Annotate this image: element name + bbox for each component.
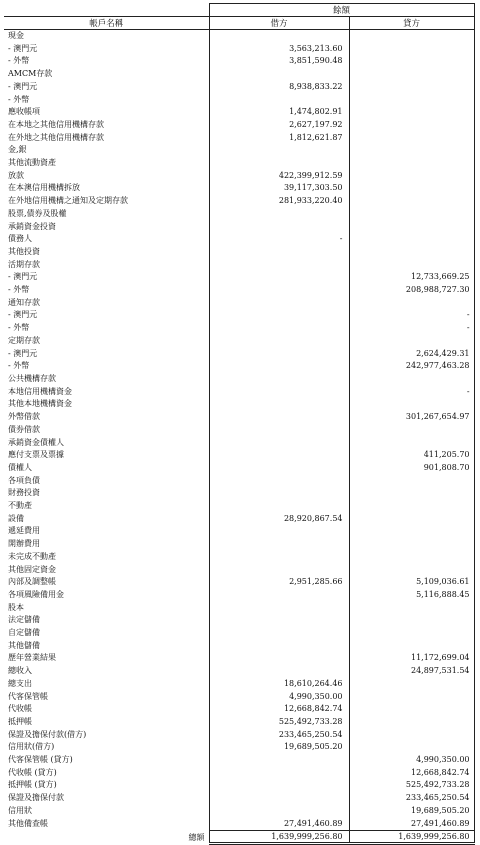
credit-cell xyxy=(349,424,474,437)
table-row xyxy=(4,233,474,246)
table-row xyxy=(4,386,474,399)
table-row xyxy=(4,94,474,107)
debit-cell xyxy=(209,475,349,488)
account-name-cell: 開辦費用 xyxy=(8,539,40,549)
table-row xyxy=(4,309,474,322)
debit-cell xyxy=(209,767,349,780)
table-row xyxy=(4,818,474,831)
credit-cell: 301,267,654.97 xyxy=(349,411,474,424)
debit-cell xyxy=(209,309,349,322)
debit-cell xyxy=(209,424,349,437)
account-name-cell: 財務投資 xyxy=(8,488,40,498)
credit-cell xyxy=(349,208,474,221)
credit-cell xyxy=(349,297,474,310)
account-name-cell: 股票,債券及股權 xyxy=(8,208,67,218)
balance-group-header: 餘額 xyxy=(209,4,474,17)
account-name-cell: - 外幣 xyxy=(8,285,30,295)
debit-cell: 12,668,842.74 xyxy=(209,703,349,716)
account-name-header: 帳戶名稱 xyxy=(4,17,209,30)
debit-header: 借方 xyxy=(209,17,349,30)
account-name-cell: 各項負債 xyxy=(8,475,40,485)
table-row xyxy=(4,246,474,259)
credit-cell xyxy=(349,538,474,551)
account-name-cell: 在外地信用機構之通知及定期存款 xyxy=(8,196,128,206)
credit-cell: 411,205.70 xyxy=(349,449,474,462)
account-name-cell: 承銷資金債權人 xyxy=(8,437,64,447)
debit-cell xyxy=(209,348,349,361)
credit-cell: 12,668,842.74 xyxy=(349,767,474,780)
trial-balance-table xyxy=(4,3,475,845)
header-blank-cell xyxy=(4,4,209,17)
debit-cell: 233,465,250.54 xyxy=(209,729,349,742)
table-row xyxy=(4,754,474,767)
account-name-cell: 抵押帳 xyxy=(8,716,32,726)
credit-cell xyxy=(349,703,474,716)
credit-cell: 4,990,350.00 xyxy=(349,754,474,767)
credit-cell: 242,977,463.28 xyxy=(349,360,474,373)
credit-cell: - xyxy=(349,386,474,399)
debit-cell xyxy=(209,259,349,272)
table-row xyxy=(4,424,474,437)
account-rows xyxy=(4,30,474,844)
credit-cell xyxy=(349,513,474,526)
debit-cell xyxy=(209,94,349,107)
account-name-cell: 法定儲備 xyxy=(8,615,40,625)
credit-cell xyxy=(349,182,474,195)
table-row xyxy=(4,767,474,780)
debit-cell xyxy=(209,284,349,297)
header-sub-row xyxy=(4,17,474,30)
account-name-cell: 歷年營業結果 xyxy=(8,653,56,663)
table-row xyxy=(4,640,474,653)
debit-cell xyxy=(209,564,349,577)
table-row xyxy=(4,360,474,373)
credit-cell xyxy=(349,132,474,145)
credit-cell xyxy=(349,741,474,754)
credit-cell xyxy=(349,640,474,653)
account-name-cell: 保證及擔保付款 xyxy=(8,793,64,803)
table-row xyxy=(4,322,474,335)
table-row xyxy=(4,589,474,602)
credit-cell xyxy=(349,564,474,577)
account-name-cell: 總支出 xyxy=(8,678,32,688)
account-name-cell: AMCM存款 xyxy=(8,69,53,79)
credit-cell xyxy=(349,525,474,538)
debit-cell xyxy=(209,398,349,411)
account-name-cell: - 澳門元 xyxy=(8,310,38,320)
debit-cell: 422,399,912.59 xyxy=(209,170,349,183)
account-name-cell: 遞延費用 xyxy=(8,526,40,536)
total-row xyxy=(4,831,474,844)
debit-cell xyxy=(209,754,349,767)
credit-cell xyxy=(349,259,474,272)
table-row xyxy=(4,170,474,183)
account-name-cell: 其他固定資金 xyxy=(8,564,56,574)
account-name-cell: 債券借款 xyxy=(8,424,40,434)
account-name-cell: 通知存款 xyxy=(8,297,40,307)
table-row xyxy=(4,551,474,564)
table-row xyxy=(4,55,474,68)
account-name-cell: 外幣借款 xyxy=(8,412,40,422)
debit-cell xyxy=(209,144,349,157)
debit-cell xyxy=(209,538,349,551)
account-name-cell: 信用狀 xyxy=(8,805,32,815)
debit-cell xyxy=(209,779,349,792)
table-row xyxy=(4,68,474,81)
debit-cell: 27,491,460.89 xyxy=(209,818,349,831)
debit-cell xyxy=(209,500,349,513)
table-row xyxy=(4,208,474,221)
table-row xyxy=(4,462,474,475)
table-row xyxy=(4,144,474,157)
credit-cell xyxy=(349,627,474,640)
account-name-cell: - 澳門元 xyxy=(8,272,38,282)
credit-cell: 11,172,699.04 xyxy=(349,652,474,665)
debit-cell xyxy=(209,525,349,538)
account-name-cell: 各項風險備用金 xyxy=(8,589,64,599)
credit-cell xyxy=(349,246,474,259)
table-row xyxy=(4,500,474,513)
table-row xyxy=(4,691,474,704)
debit-cell xyxy=(209,386,349,399)
account-name-cell: 在本地之其他信用機構存款 xyxy=(8,119,104,129)
table-row xyxy=(4,602,474,615)
table-row xyxy=(4,43,474,56)
credit-cell xyxy=(349,691,474,704)
table-row xyxy=(4,779,474,792)
debit-cell: 18,610,264.46 xyxy=(209,678,349,691)
account-name-cell: 信用狀(借方) xyxy=(8,742,55,752)
table-row xyxy=(4,741,474,754)
credit-cell xyxy=(349,30,474,43)
credit-cell: 525,492,733.28 xyxy=(349,779,474,792)
credit-cell xyxy=(349,43,474,56)
debit-cell: 4,990,350.00 xyxy=(209,691,349,704)
table-row xyxy=(4,729,474,742)
debit-cell: 525,492,733.28 xyxy=(209,716,349,729)
table-row xyxy=(4,157,474,170)
table-row xyxy=(4,119,474,132)
account-name-cell: - 外幣 xyxy=(8,361,30,371)
debit-cell: 8,938,833.22 xyxy=(209,81,349,94)
table-row xyxy=(4,271,474,284)
account-name-cell: 代客保管帳 xyxy=(8,691,48,701)
total-credit: 1,639,999,256.80 xyxy=(349,831,474,844)
account-name-cell: - 外幣 xyxy=(8,94,30,104)
debit-cell xyxy=(209,360,349,373)
account-name-cell: 承銷資金投資 xyxy=(8,221,56,231)
account-name-cell: 不動產 xyxy=(8,501,32,511)
account-name-cell: 其他流動資產 xyxy=(8,158,56,168)
credit-cell xyxy=(349,614,474,627)
debit-cell xyxy=(209,449,349,462)
debit-cell xyxy=(209,271,349,284)
table-row xyxy=(4,513,474,526)
table-row xyxy=(4,106,474,119)
table-row xyxy=(4,449,474,462)
table-row xyxy=(4,284,474,297)
table-row xyxy=(4,805,474,818)
table-row xyxy=(4,564,474,577)
credit-cell xyxy=(349,94,474,107)
credit-cell xyxy=(349,602,474,615)
table-row xyxy=(4,538,474,551)
account-name-cell: - 澳門元 xyxy=(8,348,38,358)
debit-cell xyxy=(209,805,349,818)
account-name-cell: 本地信用機構資金 xyxy=(8,386,72,396)
debit-cell xyxy=(209,627,349,640)
table-row xyxy=(4,627,474,640)
debit-cell: 3,563,213.60 xyxy=(209,43,349,56)
account-name-cell: 代收帳 xyxy=(8,704,32,714)
table-row xyxy=(4,576,474,589)
credit-cell xyxy=(349,678,474,691)
table-row xyxy=(4,678,474,691)
credit-cell: 5,116,888.45 xyxy=(349,589,474,602)
account-name-cell: 放款 xyxy=(8,170,24,180)
credit-cell: 27,491,460.89 xyxy=(349,818,474,831)
credit-cell xyxy=(349,106,474,119)
credit-cell xyxy=(349,500,474,513)
credit-cell xyxy=(349,716,474,729)
table-row xyxy=(4,411,474,424)
debit-cell xyxy=(209,322,349,335)
debit-cell xyxy=(209,335,349,348)
debit-cell: - xyxy=(209,233,349,246)
account-name-cell: 債權人 xyxy=(8,462,32,472)
credit-header: 貸方 xyxy=(349,17,474,30)
account-name-cell: 現金 xyxy=(8,31,24,40)
debit-cell: 1,812,621.87 xyxy=(209,132,349,145)
account-name-cell: - 外幣 xyxy=(8,323,30,333)
debit-cell: 1,474,802.91 xyxy=(209,106,349,119)
debit-cell xyxy=(209,208,349,221)
table-row xyxy=(4,792,474,805)
debit-cell xyxy=(209,589,349,602)
table-row xyxy=(4,437,474,450)
account-name-cell: 股本 xyxy=(8,602,24,612)
credit-cell xyxy=(349,195,474,208)
debit-cell xyxy=(209,221,349,234)
trial-balance-sheet xyxy=(4,3,474,845)
account-name-cell: 活期存款 xyxy=(8,259,40,269)
credit-cell: 208,988,727.30 xyxy=(349,284,474,297)
account-name-cell: 抵押帳 (貸方) xyxy=(8,780,57,790)
debit-cell xyxy=(209,640,349,653)
credit-cell xyxy=(349,170,474,183)
credit-cell: 2,624,429.31 xyxy=(349,348,474,361)
account-name-cell: 其他投資 xyxy=(8,246,40,256)
credit-cell: 5,109,036.61 xyxy=(349,576,474,589)
account-name-cell: 代客保管帳 (貸方) xyxy=(8,755,73,765)
account-name-cell: 其他備查帳 xyxy=(8,818,48,828)
table-row xyxy=(4,182,474,195)
debit-cell: 19,689,505.20 xyxy=(209,741,349,754)
total-debit: 1,639,999,256.80 xyxy=(209,831,349,844)
debit-cell xyxy=(209,157,349,170)
credit-cell: 12,733,669.25 xyxy=(349,271,474,284)
debit-cell xyxy=(209,246,349,259)
credit-cell xyxy=(349,144,474,157)
credit-cell xyxy=(349,551,474,564)
credit-cell xyxy=(349,729,474,742)
table-row xyxy=(4,716,474,729)
account-name-cell: 內部及調整帳 xyxy=(8,577,56,587)
table-row xyxy=(4,221,474,234)
header-group-row xyxy=(4,4,474,17)
account-name-cell: 代收帳 (貸方) xyxy=(8,767,57,777)
table-row xyxy=(4,373,474,386)
credit-cell xyxy=(349,68,474,81)
credit-cell xyxy=(349,475,474,488)
table-row xyxy=(4,614,474,627)
credit-cell xyxy=(349,487,474,500)
account-name-cell: 金,銀 xyxy=(8,145,27,155)
account-name-cell: 其他本地機構資金 xyxy=(8,399,72,409)
table-row xyxy=(4,297,474,310)
credit-cell xyxy=(349,119,474,132)
table-row xyxy=(4,398,474,411)
debit-cell: 28,920,867.54 xyxy=(209,513,349,526)
credit-cell xyxy=(349,373,474,386)
table-row xyxy=(4,475,474,488)
total-label: 總額 xyxy=(188,832,205,842)
debit-cell xyxy=(209,437,349,450)
account-name-cell: 在外地之其他信用機構存款 xyxy=(8,132,104,142)
debit-cell xyxy=(209,652,349,665)
debit-cell xyxy=(209,373,349,386)
account-name-cell: 自定儲備 xyxy=(8,628,40,638)
credit-cell: 233,465,250.54 xyxy=(349,792,474,805)
debit-cell xyxy=(209,411,349,424)
credit-cell: 901,808.70 xyxy=(349,462,474,475)
debit-cell xyxy=(209,487,349,500)
table-row xyxy=(4,525,474,538)
debit-cell xyxy=(209,614,349,627)
account-name-cell: 保證及擔保付款(借方) xyxy=(8,729,87,739)
table-row xyxy=(4,703,474,716)
account-name-cell: 在本澳信用機構拆放 xyxy=(8,183,80,193)
table-row xyxy=(4,335,474,348)
debit-cell: 281,933,220.40 xyxy=(209,195,349,208)
debit-cell: 39,117,303.50 xyxy=(209,182,349,195)
credit-cell xyxy=(349,437,474,450)
account-name-cell: 總收入 xyxy=(8,666,32,676)
account-name-cell: 公共機構存款 xyxy=(8,373,56,383)
debit-cell xyxy=(209,68,349,81)
table-row xyxy=(4,665,474,678)
credit-cell xyxy=(349,233,474,246)
debit-cell: 3,851,590.48 xyxy=(209,55,349,68)
debit-cell xyxy=(209,792,349,805)
credit-cell: - xyxy=(349,322,474,335)
debit-cell xyxy=(209,665,349,678)
account-name-cell: 應收帳項 xyxy=(8,107,40,117)
table-row xyxy=(4,81,474,94)
debit-cell xyxy=(209,30,349,43)
debit-cell xyxy=(209,551,349,564)
credit-cell: 24,897,531.54 xyxy=(349,665,474,678)
account-name-cell: 設備 xyxy=(8,513,24,523)
table-row xyxy=(4,652,474,665)
debit-cell: 2,951,285.66 xyxy=(209,576,349,589)
account-name-cell: - 外幣 xyxy=(8,56,30,66)
credit-cell: 19,689,505.20 xyxy=(349,805,474,818)
debit-cell xyxy=(209,602,349,615)
credit-cell: - xyxy=(349,309,474,322)
debit-cell: 2,627,197.92 xyxy=(209,119,349,132)
credit-cell xyxy=(349,157,474,170)
account-name-cell: 應付支票及票據 xyxy=(8,450,64,460)
credit-cell xyxy=(349,335,474,348)
table-row xyxy=(4,132,474,145)
account-name-cell: 其他儲備 xyxy=(8,640,40,650)
account-name-cell: - 澳門元 xyxy=(8,43,38,53)
table-row xyxy=(4,348,474,361)
credit-cell xyxy=(349,55,474,68)
debit-cell xyxy=(209,462,349,475)
account-name-cell: 未完成不動產 xyxy=(8,551,56,561)
account-name-cell: 債務人 xyxy=(8,234,32,244)
account-name-cell: - 澳門元 xyxy=(8,81,38,91)
credit-cell xyxy=(349,81,474,94)
table-row xyxy=(4,259,474,272)
table-row xyxy=(4,487,474,500)
debit-cell xyxy=(209,297,349,310)
table-row xyxy=(4,195,474,208)
account-name-cell: 定期存款 xyxy=(8,335,40,345)
credit-cell xyxy=(349,398,474,411)
table-row xyxy=(4,30,474,43)
credit-cell xyxy=(349,221,474,234)
